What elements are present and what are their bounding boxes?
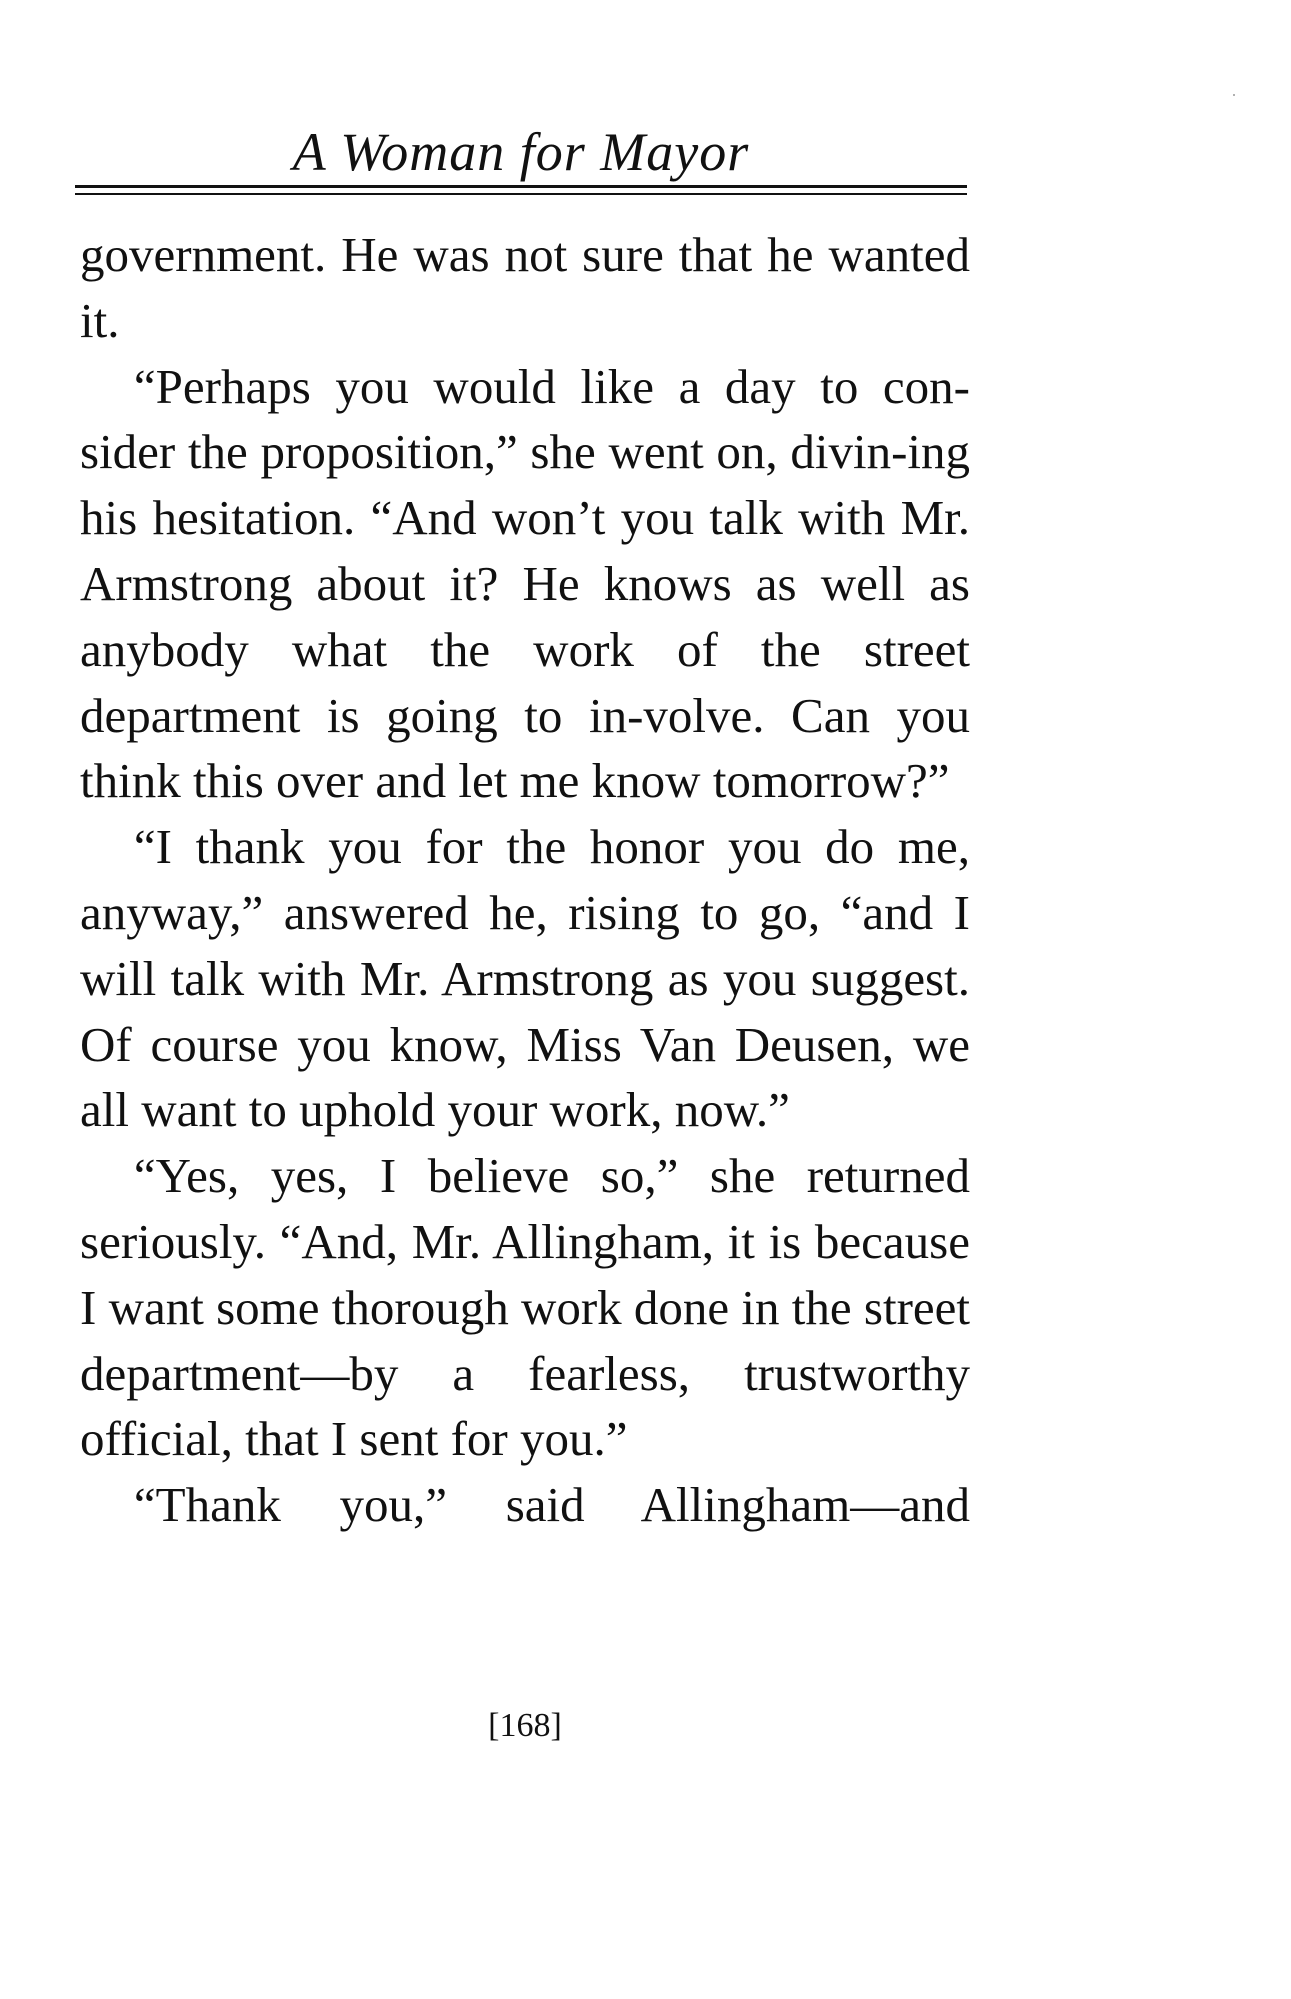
body-text [80,222,970,1538]
paragraph-2: “Perhaps you would like a day to con-sider the proposition,” she went on, divin-ing his hesitation. “And won’t you talk with Mr. Armstrong about it? He knows as well as anybody what the work of the street department is going to in-volve. Can you think this over and let me know tomorrow?” [80,358,970,809]
paper-speck [1233,94,1235,96]
paragraph-1: government. He was not sure that he wanted it. [80,227,970,348]
paragraph-3: “I thank you for the honor you do me, anyway,” answered he, rising to go, “and I will talk with Mr. Armstrong as you suggest. Of course you know, Miss Van Deusen, we all want to uphold your work, now.” [80,819,970,1138]
running-header: A Woman for Mayor [292,122,750,182]
paragraph-5: “Thank you,” said Allingham—and [133,1477,970,1533]
page-number: [168] [488,1707,562,1744]
header-rule-top [75,185,967,188]
paragraph-4: “Yes, yes, I believe so,” she returned seriously. “And, Mr. Allingham, it is because I want some thorough work done in the street department—by a fearless, trustworthy official, that I sent for you.” [80,1148,970,1467]
header-rule-bottom [75,193,967,195]
